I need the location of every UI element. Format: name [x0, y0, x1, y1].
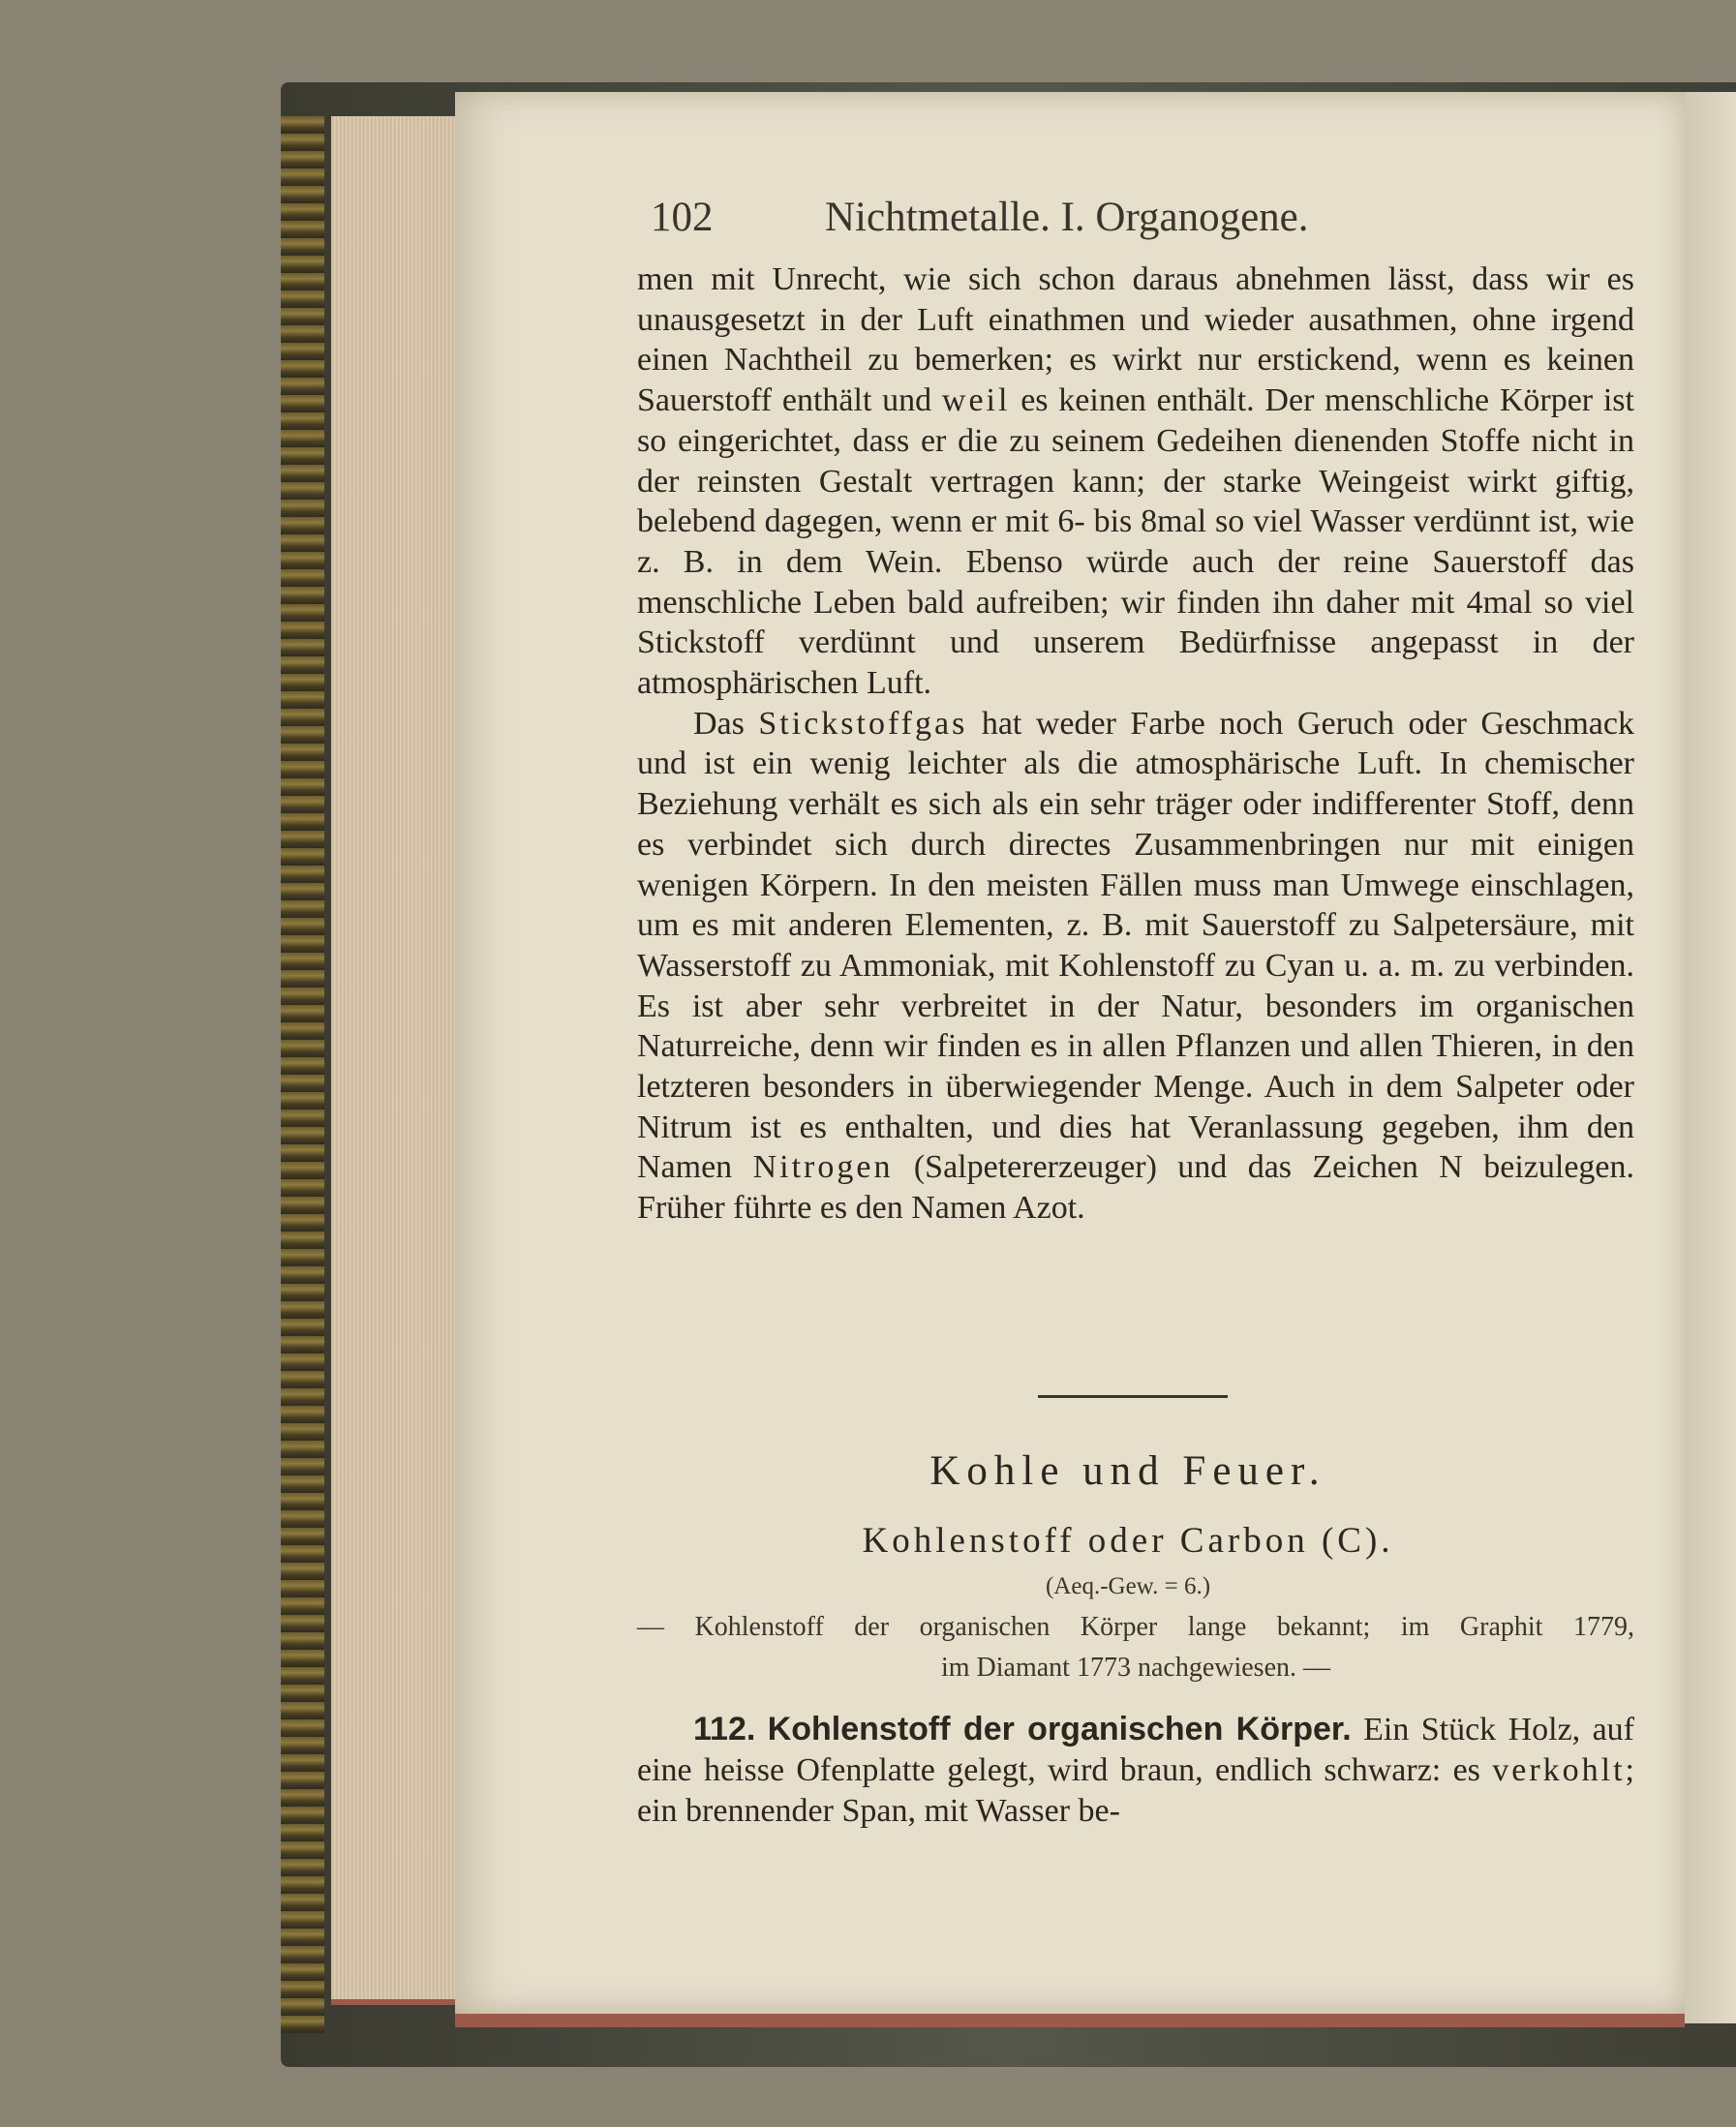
paragraph-2-lead: Das	[693, 705, 759, 742]
section-112-text-b: ; ein brennender Span, mit Wasser be-	[637, 1752, 1634, 1829]
page-number: 102	[651, 195, 714, 240]
page-stack	[331, 116, 472, 2005]
term-nitrogen: Nitrogen	[752, 1149, 894, 1186]
section-number: 112.	[693, 1711, 756, 1747]
section-divider	[1038, 1395, 1228, 1398]
book-spine	[281, 116, 324, 2033]
chapter-title: Kohle und Feuer.	[929, 1448, 1326, 1494]
facing-page-edge	[1685, 92, 1736, 2023]
emphasis-verkohlt: verkohlt	[1492, 1752, 1626, 1788]
discovery-note-line-2: im Diamant 1773 nachgewiesen. —	[940, 1653, 1330, 1683]
term-stickstoffgas: Stickstoffgas	[758, 705, 968, 742]
paragraph-1-text-b: es keinen enthält. Der menschliche Körper ist so eingerichtet, dass er die zu seinem Gedeihen dienenden Stoffe nicht in der reinsten Gestalt vertragen kann; der starke Weingeist wirkt giftig, belebend dagegen, wenn er mit 6- bis 8mal so viel Wasser verdünnt ist, wie z. B. in dem Wein. Ebenso würde auch der reine Sauerstoff das menschliche Leben bald aufreiben; wir finden ihn daher mit 4mal so viel Stickstoff verdünnt und unserem Bedürfnisse angepasst in der atmosphärischen Luft.	[637, 382, 1634, 702]
paragraph-1	[637, 259, 1634, 704]
discovery-note-line-1: — Kohlenstoff der organischen Körper lange bekannt; im Graphit 1779,	[637, 1612, 1634, 1642]
emphasis-weil: weil	[941, 382, 1011, 419]
page-bottom-edge	[455, 2014, 1685, 2027]
running-title: Nichtmetalle. I. Organogene.	[825, 195, 1309, 240]
body-text	[637, 259, 1634, 1229]
paragraph-2-text-a: hat weder Farbe noch Geruch oder Geschmack und ist ein wenig leichter als die atmosphärische Luft. In chemischer Beziehung verhält es sich als ein sehr träger oder indifferenter Stoff, denn es verbindet sich durch directes Zusammenbringen nur mit einigen wenigen Körpern. In den meisten Fällen muss man Umwege einschlagen, um es mit anderen Elementen, z. B. mit Sauerstoff zu Salpetersäure, mit Wasserstoff zu Ammoniak, mit Kohlenstoff zu Cyan u. a. m. zu verbinden. Es ist aber sehr verbreitet in der Natur, besonders im organischen Naturreiche, denn wir finden es in allen Pflanzen und allen Thieren, in den letzteren besonders in überwiegender Menge. Auch in dem Salpeter oder Nitrum ist es enthalten, und dies hat Veranlassung gegeben, ihm den Namen	[637, 705, 1634, 1186]
paragraph-1-text-a: men mit Unrecht, wie sich schon daraus abnehmen lässt, dass wir es unausgesetzt in der Luft einathmen und wieder ausathmen, ohne irgend einen Nachtheil zu bemerken; es wirkt nur erstickend, wenn es keinen Sauerstoff enthält und	[637, 261, 1634, 419]
chapter-subtitle: Kohlenstoff oder Carbon (C).	[862, 1521, 1394, 1561]
paragraph-2	[637, 704, 1634, 1229]
paragraph-2-text-b: (Salpetererzeuger) und das Zeichen N beizulegen. Früher führte es den Namen Azot.	[637, 1149, 1635, 1227]
atomic-weight: (Aeq.-Gew. = 6.)	[1045, 1573, 1211, 1599]
running-header	[651, 194, 1406, 241]
section-heading: Kohlenstoff der organischen Körper.	[767, 1711, 1352, 1747]
section-112-paragraph	[637, 1709, 1634, 1832]
section-112	[637, 1709, 1634, 1832]
discovery-note	[637, 1607, 1634, 1688]
section-112-text-a: Ein Stück Holz, auf eine heisse Ofenplatte gelegt, wird braun, endlich schwarz: es	[637, 1712, 1634, 1788]
